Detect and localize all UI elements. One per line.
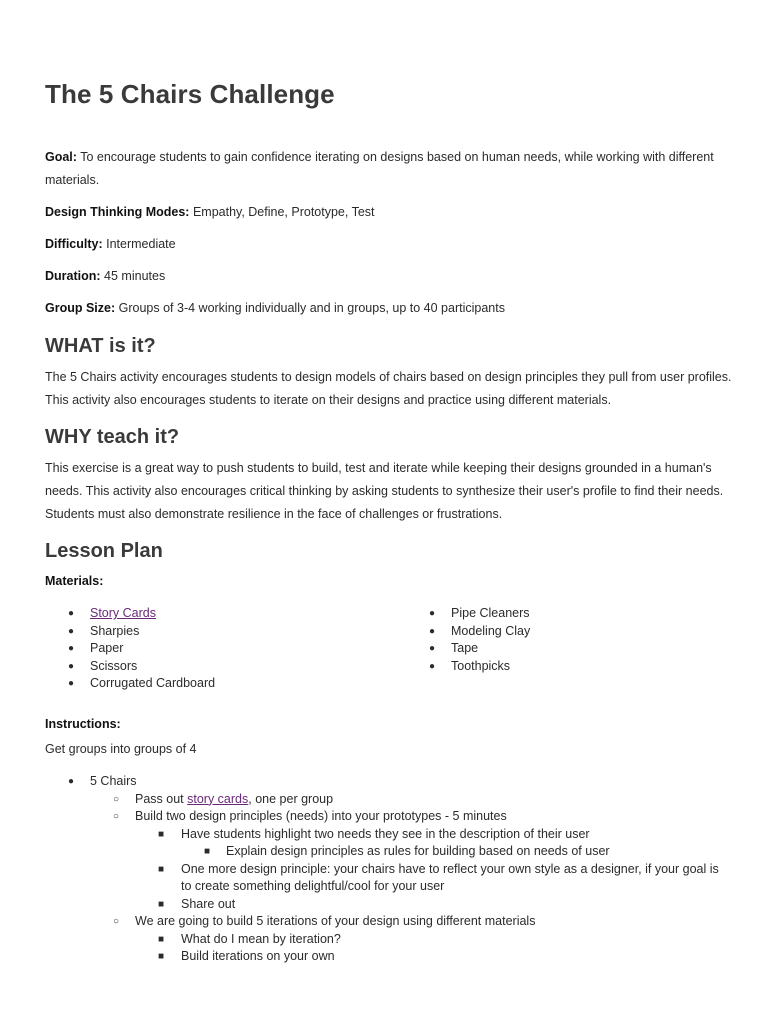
list-item: [45, 675, 215, 693]
bullet-icon: ●: [429, 608, 436, 619]
pass-out-suffix: , one per group: [248, 791, 334, 806]
goal-paragraph: [45, 146, 735, 192]
list-item-text: 5 Chairs: [90, 774, 137, 788]
list-item: [0, 791, 768, 809]
materials-list-left: [45, 605, 215, 693]
goal-text: To encourage students to gain confidence iterating on designs based on human needs, while working with different materials.: [45, 150, 714, 187]
list-item-text: Modeling Clay: [451, 623, 531, 638]
list-item: [45, 605, 215, 623]
document-title: The 5 Chairs Challenge: [45, 79, 335, 109]
list-item-text: Corrugated Cardboard: [90, 676, 216, 690]
list-item: [45, 623, 215, 641]
list-item: [0, 913, 768, 931]
list-item-text: Toothpicks: [451, 658, 511, 673]
list-item: [406, 623, 530, 641]
what-heading: WHAT is it?: [45, 335, 156, 357]
materials-list-right: [406, 605, 530, 675]
modes-text: Empathy, Define, Prototype, Test: [192, 205, 375, 219]
bullet-icon: ●: [429, 660, 436, 672]
list-item-text: Tape: [451, 641, 479, 655]
bullet-icon: ●: [68, 643, 75, 654]
list-item: [0, 896, 768, 914]
duration-paragraph: [45, 265, 735, 288]
materials-label: Materials:: [45, 574, 104, 588]
list-item: [0, 948, 768, 966]
list-item: [406, 658, 530, 676]
list-item-text: Scissors: [90, 658, 138, 673]
modes-paragraph: [45, 201, 735, 224]
lesson-plan-heading: Lesson Plan: [45, 540, 163, 562]
list-item: [0, 808, 768, 826]
square-bullet-icon: ■: [158, 863, 165, 875]
list-item-text: Pipe Cleaners: [451, 606, 530, 620]
story-cards-link[interactable]: Story Cards: [90, 606, 156, 620]
list-item: [0, 931, 768, 949]
group-size-label: Group Size:: [45, 301, 116, 315]
list-item-text: Explain design principles as rules for building based on needs of user: [226, 844, 610, 858]
bullet-icon: ●: [68, 625, 75, 637]
bullet-icon: ●: [68, 678, 75, 689]
difficulty-text: Intermediate: [106, 237, 176, 251]
list-item-text: Sharpies: [90, 623, 140, 638]
why-paragraph: This exercise is a great way to push students to build, test and iterate while keeping their designs grounded in a human's needs. This activity also encourages critical thinking by asking students to synthesize their user's profile to find their needs. Students must also demonstrate resilience in the face of challenges or frustrations.: [45, 461, 724, 521]
duration-label: Duration:: [45, 269, 101, 283]
square-bullet-icon: ■: [158, 898, 165, 910]
list-item: [406, 605, 530, 623]
bullet-icon: ●: [429, 643, 436, 654]
circle-bullet-icon: ○: [113, 793, 120, 805]
square-bullet-icon: ■: [158, 933, 165, 945]
modes-label: Design Thinking Modes:: [45, 205, 190, 219]
list-item-text: [135, 791, 333, 809]
duration-text: 45 minutes: [104, 269, 166, 283]
list-item: [0, 773, 768, 791]
list-item-text: Paper: [90, 641, 124, 655]
instructions-label: Instructions:: [45, 717, 121, 731]
bullet-icon: ●: [429, 625, 436, 637]
list-item: [406, 640, 530, 658]
list-item-text: Build iterations on your own: [181, 949, 335, 963]
list-item-text: What do I mean by iteration?: [181, 931, 341, 946]
square-bullet-icon: ■: [204, 846, 211, 857]
goal-label: Goal:: [45, 150, 77, 164]
what-paragraph: The 5 Chairs activity encourages students to design models of chairs based on design principles they pull from user profiles. This activity also encourages students to iterate on their designs and practice using different materials.: [45, 370, 732, 407]
list-item-text: Build two design principles (needs) into your prototypes - 5 minutes: [135, 809, 507, 823]
list-item-text: One more design principle: your chairs have to reflect your own style as a designer, if your goal is: [181, 861, 719, 876]
group-size-text: Groups of 3-4 working individually and in groups, up to 40 participants: [118, 301, 505, 315]
list-item-text: Have students highlight two needs they see in the description of their user: [181, 826, 590, 841]
difficulty-label: Difficulty:: [45, 237, 103, 251]
list-item: [45, 658, 215, 676]
circle-bullet-icon: ○: [113, 916, 120, 927]
square-bullet-icon: ■: [158, 828, 165, 840]
story-cards-link[interactable]: story cards: [187, 791, 249, 806]
circle-bullet-icon: ○: [113, 811, 120, 822]
square-bullet-icon: ■: [158, 951, 165, 962]
why-heading: WHY teach it?: [45, 426, 180, 448]
list-item-text: We are going to build 5 iterations of your design using different materials: [135, 914, 536, 928]
list-item: [0, 843, 768, 861]
bullet-icon: ●: [68, 608, 75, 619]
bullet-icon: ●: [68, 660, 75, 672]
pass-out-text: Pass out: [135, 791, 188, 806]
difficulty-paragraph: [45, 233, 735, 256]
list-item: [0, 826, 768, 844]
group-size-paragraph: [45, 297, 735, 320]
list-item-text: to create something delightful/cool for your user: [181, 879, 445, 893]
list-item: [0, 861, 768, 879]
list-item-continuation: [0, 878, 768, 896]
list-item-text: Share out: [181, 896, 236, 911]
bullet-icon: ●: [68, 776, 75, 787]
instructions-intro: Get groups into groups of 4: [45, 742, 197, 756]
list-item: [45, 640, 215, 658]
